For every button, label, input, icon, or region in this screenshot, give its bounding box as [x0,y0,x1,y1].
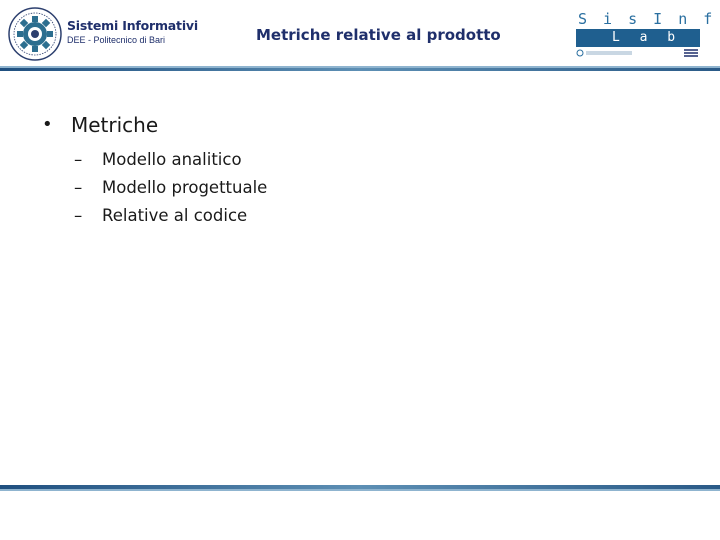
sub-bullet-text: Relative al codice [102,206,248,225]
bullet-dot: • [42,114,53,135]
main-bullet [40,112,680,138]
footer-divider [0,485,720,492]
sub-bullet-dash: – [74,178,83,197]
sisinf-lab-logo [576,8,716,60]
main-bullet-text: Metriche [71,113,159,137]
lab-logo-bottom-text: L a b [612,30,682,45]
org-name: Sistemi Informativi [67,18,198,33]
sub-bullet [40,146,680,174]
header-divider [0,66,720,72]
sub-bullet [40,202,680,230]
lab-logo-top-text: S i s I n f [578,10,716,28]
sub-bullet-dash: – [74,150,83,169]
sub-bullet-list [40,146,680,230]
sub-bullet-text: Modello progettuale [102,178,268,197]
org-subtitle: DEE - Politecnico di Bari [67,35,166,45]
slide-content [40,112,680,230]
sub-bullet-text: Modello analitico [102,150,242,169]
slide-title: Metriche relative al prodotto [256,26,501,44]
lab-footer-icon [576,48,700,58]
gear-seal-icon [8,7,62,61]
sub-bullet [40,174,680,202]
lab-logo-bar [576,29,700,47]
sub-bullet-dash: – [74,206,83,225]
